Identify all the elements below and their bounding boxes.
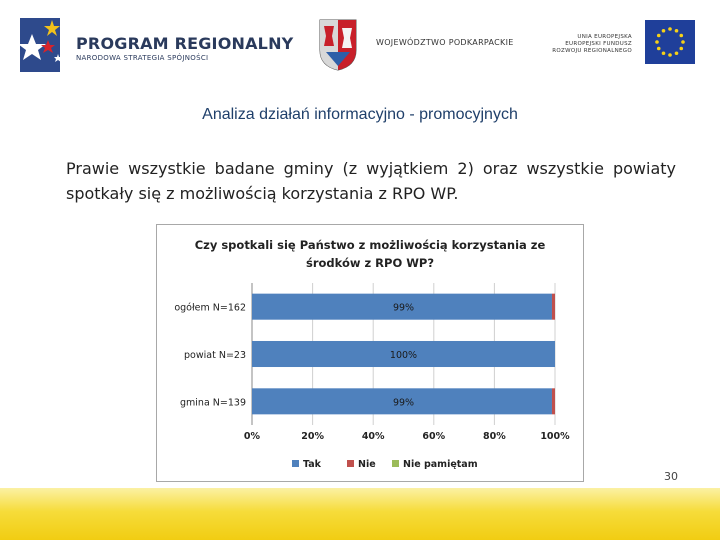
eu-flag-icon [645,20,695,64]
nss-star-icon [18,14,68,76]
slide-title: Analiza działań informacyjno - promocyjnych [202,106,518,123]
chart-title-line-1: Czy spotkali się Państwo z możliwością korzystania ze [194,238,546,252]
eu-star-icon [681,40,685,44]
eu-star-icon [657,47,661,51]
eu-star-icon [675,51,679,55]
program-regionalny-logo [18,14,294,76]
legend-swatch [347,460,354,467]
eu-star-icon [668,53,672,57]
eu-star-icon [668,27,672,31]
x-tick-label: 100% [540,431,570,442]
category-label: powiat N=23 [184,350,246,361]
coat-of-arms-icon [318,18,358,72]
x-tick-label: 80% [483,431,506,442]
data-label: 99% [392,397,415,409]
category-label: gmina N=139 [180,397,246,409]
bar-segment [552,388,555,414]
chart-container [156,224,584,482]
chart-labels [174,303,570,442]
eu-star-icon [662,29,666,33]
eu-star-icon [675,29,679,33]
bar-chart [157,225,583,481]
legend-label: Nie pamiętam [403,459,478,470]
chart-legend [292,459,478,470]
bar-segment [552,294,555,320]
x-tick-label: 60% [422,431,446,442]
eu-star-icon [657,34,661,38]
eu-star-icon [679,47,683,51]
x-tick-label: 0% [243,431,261,442]
eu-star-icon [662,51,666,55]
data-label: 100% [389,350,418,361]
footer-band [0,488,720,540]
legend-swatch [392,460,399,467]
legend-label: Tak [303,459,321,470]
x-tick-label: 40% [361,431,385,442]
legend-label: Nie [358,459,376,470]
eu-star-icon [655,40,659,44]
eu-line: EUROPEJSKI FUNDUSZ [565,41,632,47]
category-label: ogółem N=162 [174,302,246,314]
chart-title-line-2: środków z RPO WP? [305,256,435,270]
eu-star-icon [679,34,683,38]
data-label: 99% [392,302,415,314]
region-label: WOJEWÓDZTWO PODKARPACKIE [376,38,514,47]
legend-swatch [292,460,299,467]
program-subtitle: NARODOWA STRATEGIA SPÓJNOŚCI [76,54,209,62]
eu-fund-label [540,34,632,55]
program-title: PROGRAM REGIONALNY [76,34,294,53]
page-number: 30 [664,470,678,483]
slide-body-text: Prawie wszystkie badane gminy (z wyjątkiem 2) oraz wszystkie powiaty spotkały się z możliwością korzystania z RPO WP. [66,159,676,203]
eu-line: UNIA EUROPEJSKA [577,34,632,40]
x-tick-label: 20% [301,431,324,442]
eu-line: ROZWOJU REGIONALNEGO [552,48,632,54]
